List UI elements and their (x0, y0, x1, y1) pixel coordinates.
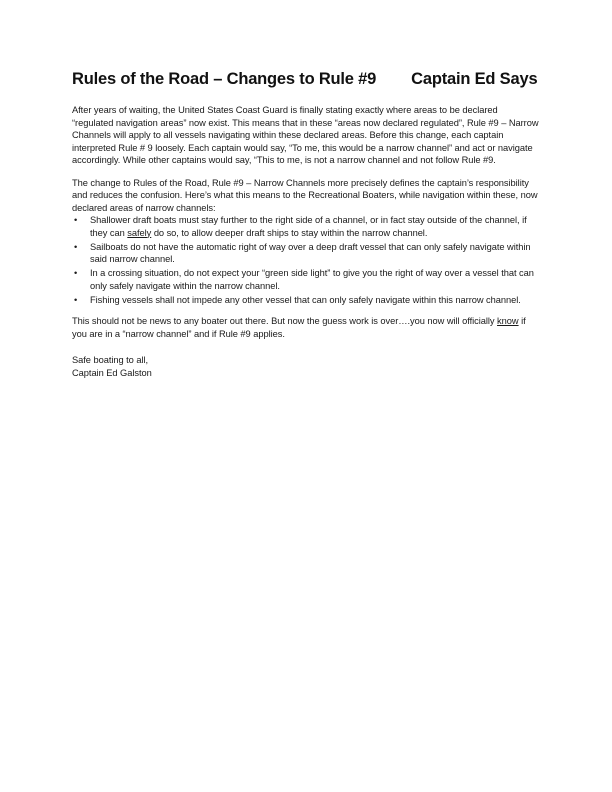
list-item (72, 241, 540, 266)
intro-paragraph: After years of waiting, the United States Coast Guard is finally stating exactly where areas to be declared “regulated navigation areas” now exist. This means that in these “areas now declared regulated”, Rule #9 – Narrow Channels will apply to all vessels navigating within these declared areas. Before this change, each captain interpreted Rule # 9 loosely. Each captain would say, “To me, this would be a narrow channel” and act or navigate accordingly. While other captains would say, “This to me, is not a narrow channel and not follow Rule #9. (72, 105, 539, 165)
signoff (72, 354, 540, 379)
signoff-greeting: Safe boating to all, (72, 355, 149, 365)
list-item-text: In a crossing situation, do not expect your “green side light” to give you the right of way over a vessel that can only safely navigate within the narrow channel. (90, 268, 534, 291)
closing-text: This should not be news to any boater out there. But now the guess work is over….you now will officially (72, 316, 498, 326)
list-item (72, 267, 540, 292)
list-item (72, 294, 540, 307)
bullet-icon: • (74, 294, 78, 305)
emphasis-text: know (497, 316, 519, 326)
closing-text: if you are in a “narrow channel” and if Rule #9 applies. (72, 316, 526, 339)
closing-paragraph (72, 315, 540, 340)
title-row (72, 70, 540, 89)
document-page (72, 70, 540, 379)
bullet-icon: • (74, 241, 78, 252)
change-paragraph: The change to Rules of the Road, Rule #9 – Narrow Channels more precisely defines the captain’s responsibility and reduces the confusion. Here’s what this means to the Recreational Boaters, while navigation within these, now declared areas of narrow channels: (72, 177, 538, 213)
list-item (72, 214, 540, 239)
list-item-text: Shallower draft boats must stay further to the right side of a channel, or in fact stay outside of the channel, if they can (90, 215, 527, 238)
signoff-author: Captain Ed Galston (72, 367, 152, 378)
bullet-icon: • (74, 268, 78, 278)
emphasis-text: safely (127, 227, 152, 238)
list-item-text: do so, to allow deeper draft ships to stay within the narrow channel. (151, 227, 428, 238)
page-title: Rules of the Road – Changes to Rule #9 (72, 70, 377, 88)
rules-list (72, 214, 540, 306)
bullet-icon: • (74, 215, 78, 225)
list-item-text: Sailboats do not have the automatic right of way over a deep draft vessel that can only safely navigate within said narrow channel. (90, 241, 531, 264)
list-item-text: Fishing vessels shall not impede any other vessel that can only safely navigate within this narrow channel. (90, 294, 521, 305)
column-name: Captain Ed Says (411, 70, 538, 88)
